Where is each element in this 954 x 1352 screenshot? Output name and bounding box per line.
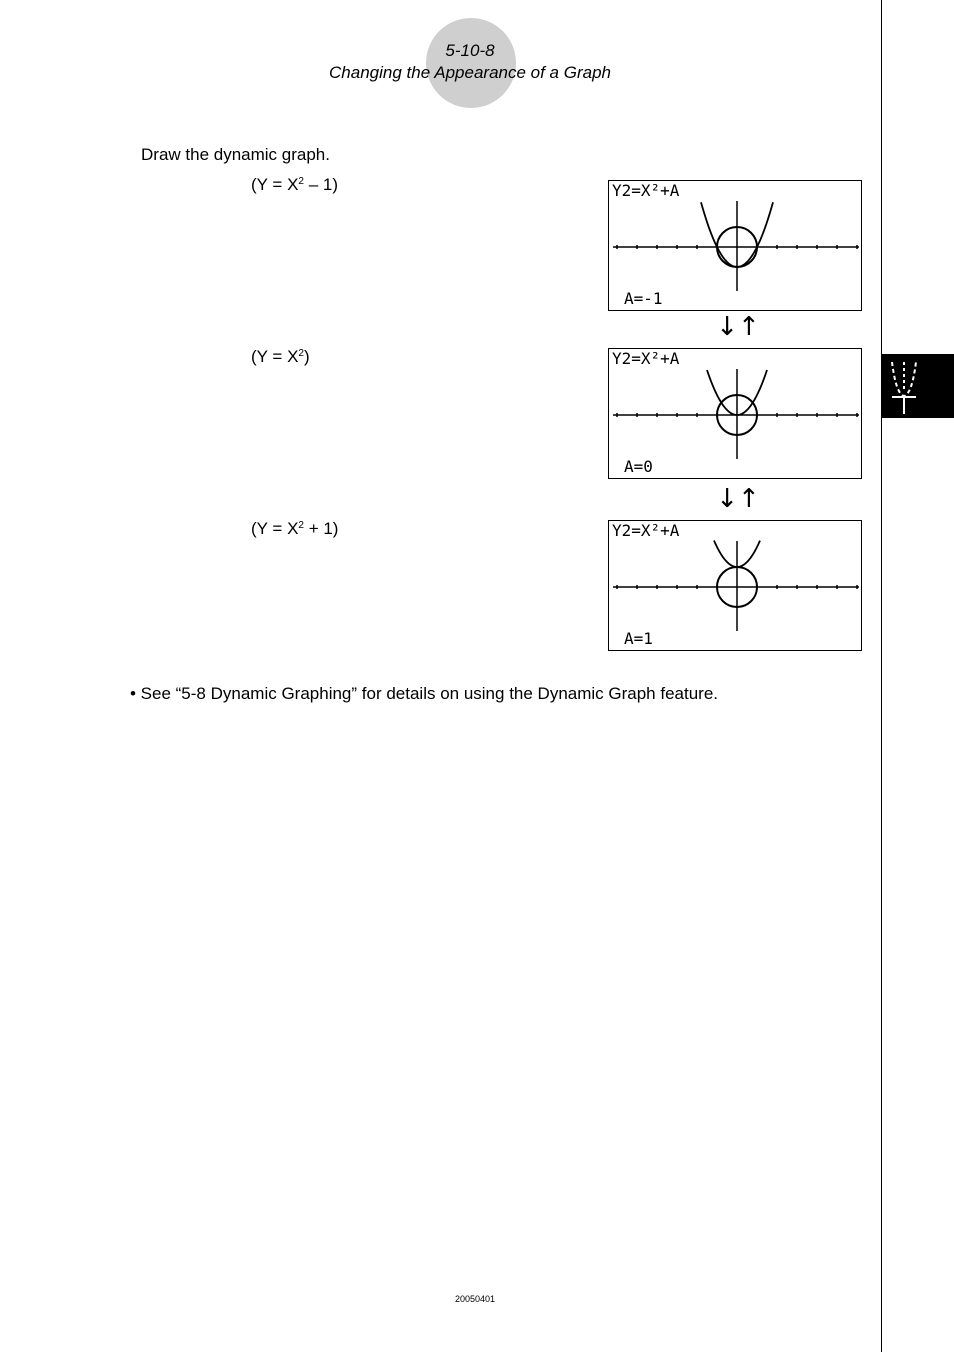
calculator-screen-1	[608, 180, 862, 311]
equation-suffix: )	[303, 347, 310, 366]
equation-exponent: 2	[298, 520, 304, 531]
calculator-screen-2	[608, 348, 862, 479]
page-edge-rule	[881, 0, 882, 1352]
page-number: 5-10-8	[445, 41, 495, 60]
equation-label-3	[251, 519, 338, 539]
equation-exponent: 2	[298, 176, 304, 187]
screen-function: Y2=X²+A	[612, 349, 680, 368]
chapter-tab	[882, 354, 954, 418]
calculator-screen-3	[608, 520, 862, 651]
equation-exponent: 2	[298, 348, 304, 359]
screen-parameter: A=1	[624, 629, 653, 648]
equation-suffix: + 1)	[303, 519, 339, 538]
screen-parameter: A=-1	[624, 289, 663, 308]
equation-prefix: (Y = X	[251, 175, 299, 194]
screen-function: Y2=X²+A	[612, 521, 680, 540]
footer-code: 20050401	[454, 1294, 496, 1304]
section-title: Changing the Appearance of a Graph	[329, 63, 611, 82]
equation-prefix: (Y = X	[251, 347, 299, 366]
equation-prefix: (Y = X	[251, 519, 299, 538]
instruction-text: Draw the dynamic graph.	[141, 145, 330, 164]
equation-suffix: – 1)	[303, 175, 338, 194]
equation-label-2	[251, 347, 310, 367]
graph-icon	[882, 354, 954, 418]
equation-label-1	[251, 175, 338, 195]
note-text: • See “5-8 Dynamic Graphing” for details on using the Dynamic Graph feature.	[130, 684, 719, 703]
screen-parameter: A=0	[624, 457, 653, 476]
transition-arrows-1: ↓↑	[716, 312, 760, 342]
screen-function: Y2=X²+A	[612, 181, 680, 200]
transition-arrows-2: ↓↑	[716, 484, 760, 514]
